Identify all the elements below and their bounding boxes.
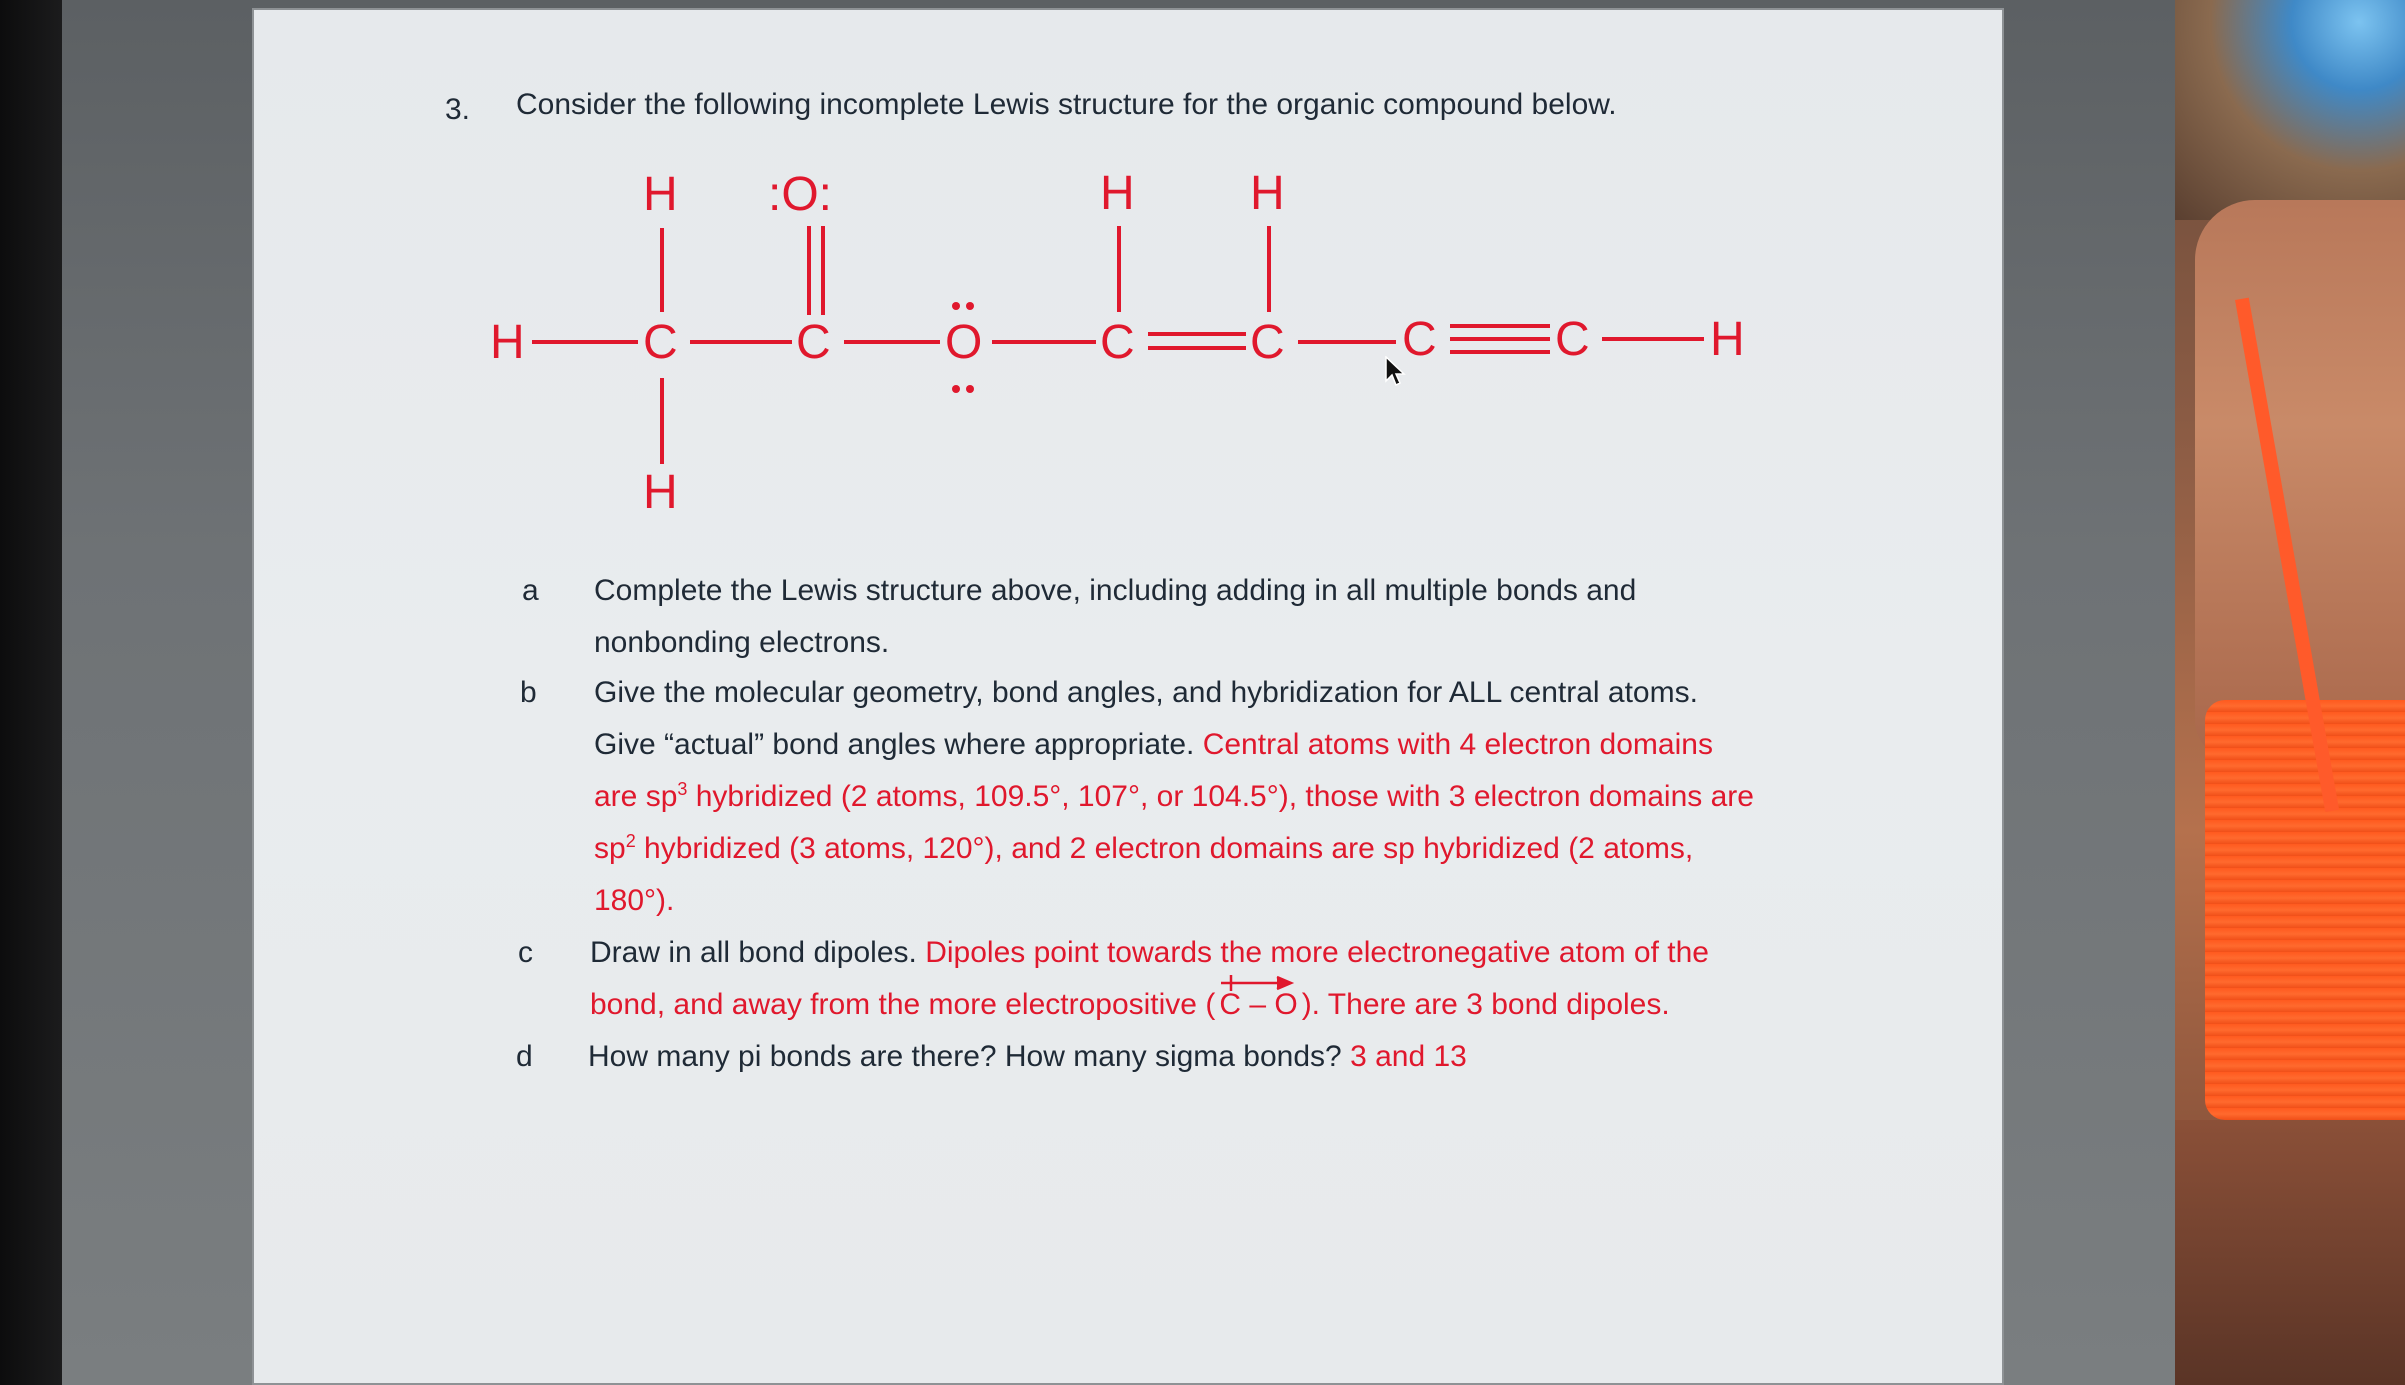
part-b-line4-a: sp — [594, 832, 626, 865]
part-d — [500, 1031, 1900, 1083]
atom-o-ester: O — [945, 316, 983, 369]
part-c-red1: Dipoles point towards the more electronegative atom of the — [925, 936, 1709, 969]
part-a — [500, 565, 1900, 669]
dipole-dash: – — [1240, 988, 1275, 1021]
atom-c1: C — [643, 316, 678, 369]
part-b-line4-b: hybridized (3 atoms, 120°), and 2 electron domains are sp hybridized (2 atoms, — [635, 832, 1694, 865]
atom-h-c1-bottom: H — [643, 466, 678, 519]
part-b-line4-sup: 2 — [625, 831, 636, 851]
part-d-black: How many pi bonds are there? How many sigma bonds? — [588, 1040, 1342, 1073]
dipole-notation — [1215, 979, 1301, 1031]
part-d-letter: d — [516, 1040, 533, 1073]
atom-c3: C — [1100, 316, 1135, 369]
atom-o-carbonyl: :O: — [768, 168, 833, 221]
part-b-line2-black: Give “actual” bond angles where appropriate. — [594, 728, 1195, 761]
dipole-c: C — [1219, 988, 1241, 1021]
mouse-cursor-icon — [1384, 356, 1406, 388]
part-b-line3-sup: 3 — [677, 779, 688, 799]
dipole-arrow-icon — [1217, 973, 1297, 993]
part-b-line3-b: hybridized (2 atoms, 109.5°, 107°, or 104.5°), those with 3 electron domains are — [687, 780, 1754, 813]
atom-h-left: H — [490, 316, 525, 369]
part-b-line3-a: are sp — [594, 780, 678, 813]
part-b-line1: Give the molecular geometry, bond angles, and hybridization for ALL central atoms. — [594, 676, 1698, 709]
atom-c4: C — [1250, 316, 1285, 369]
atom-c5: C — [1402, 313, 1437, 366]
part-c-red2a: bond, and away from the more electropositive ( — [590, 988, 1216, 1021]
part-b-line5: 180°). — [594, 884, 675, 917]
part-c — [500, 927, 1900, 1031]
lewis-structure — [460, 140, 1760, 530]
part-d-answer: 3 and 13 — [1350, 1040, 1467, 1073]
question-number: 3. — [445, 93, 471, 126]
atom-c6: C — [1555, 313, 1590, 366]
part-a-line1: Complete the Lewis structure above, including adding in all multiple bonds and — [594, 574, 1637, 607]
part-b — [500, 667, 1900, 927]
atom-h-c4: H — [1250, 167, 1285, 220]
part-b-letter: b — [520, 676, 537, 709]
part-b-line2-red: Central atoms with 4 electron domains — [1202, 728, 1713, 761]
atom-h-right: H — [1710, 313, 1745, 366]
question-intro: Consider the following incomplete Lewis structure for the organic compound below. — [516, 88, 1617, 121]
dipole-o: O — [1274, 988, 1298, 1021]
part-c-letter: c — [518, 936, 533, 969]
atom-h-c1-top: H — [643, 168, 678, 221]
part-c-red2b: ). There are 3 bond dipoles. — [1301, 988, 1670, 1021]
part-c-black: Draw in all bond dipoles. — [590, 936, 917, 969]
atom-h-c3: H — [1100, 167, 1135, 220]
part-a-line2: nonbonding electrons. — [594, 626, 890, 659]
atom-c2: C — [796, 316, 831, 369]
sub-questions — [500, 565, 1900, 1083]
background-photo — [2175, 0, 2405, 1385]
part-a-letter: a — [522, 574, 539, 607]
